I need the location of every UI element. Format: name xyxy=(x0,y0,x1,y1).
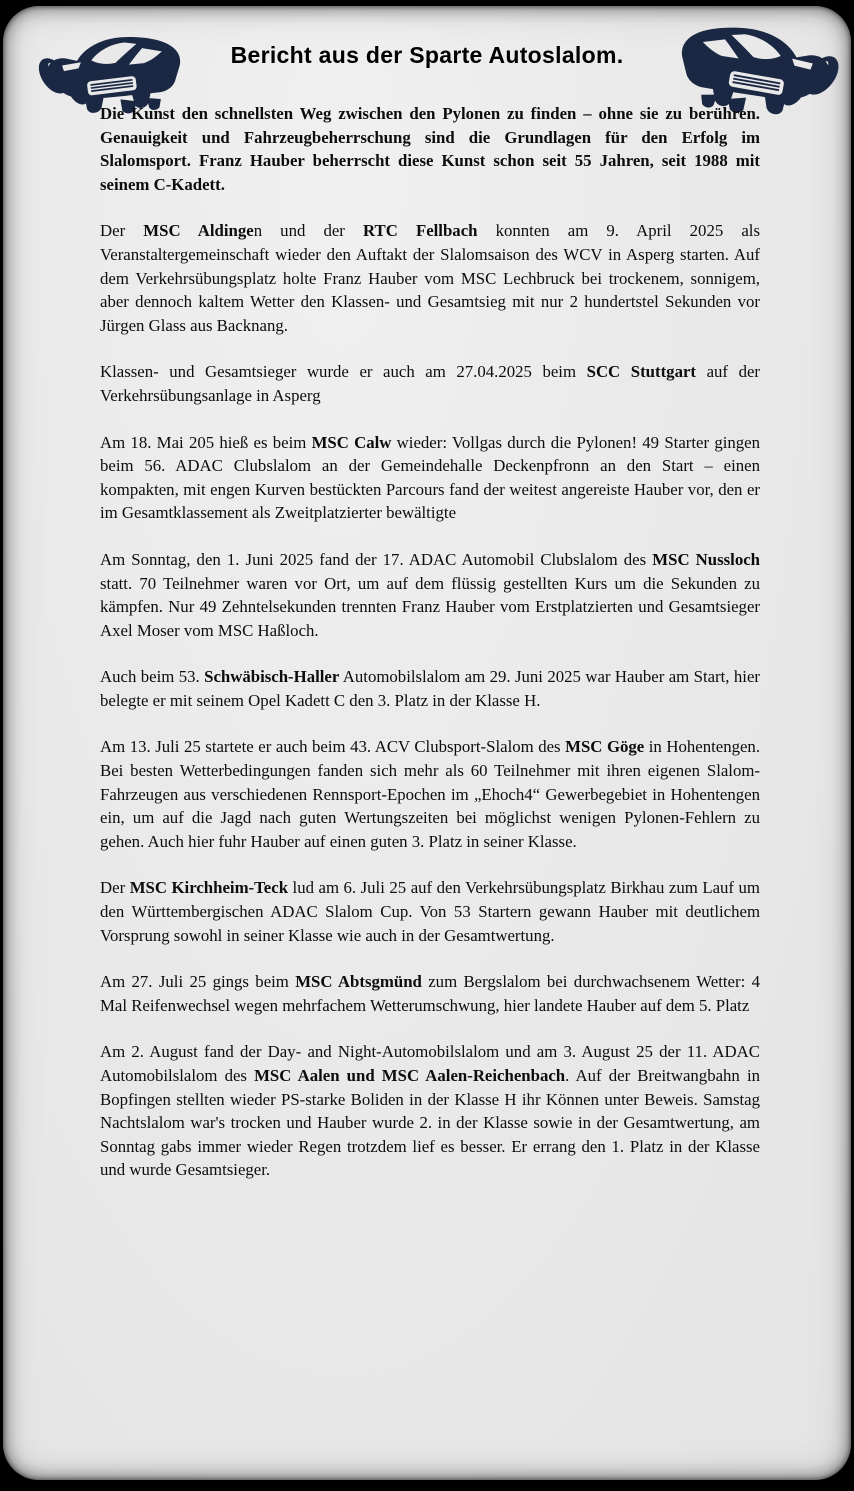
paragraph-segment: in Hohentengen. Bei besten Wetterbedingungen fanden sich mehr als 60 Teilnehmer mit ihren eigenen Slalom-Fahrzeugen aus verschiedenen Rennsport-Epochen im „Ehoch4“ Gewerbegebiet in Hohentengen ein, um auf die Jagd nach guten Wertungszeiten bei möglichst wenigen Pylonen-Fehlern zu gehen. Auch hier fuhr Hauber auf einen guten 3. Platz in seiner Klasse. xyxy=(100,737,761,851)
paragraph-bold-segment: MSC Kirchheim-Teck xyxy=(129,878,289,898)
paragraph xyxy=(100,970,760,1017)
paragraph-segment: wieder: Vollgas durch die Pylonen! 49 Starter gingen beim 56. ADAC Clubslalom an der Gemeindehalle Deckenpfronn an den Start – einen kompakten, mit engen Kurven bestückten Parcours fand der weitest angereiste Hauber vor, den er im Gesamtklassement als Zweitplatzierter bewältigte xyxy=(100,432,760,523)
paragraph-segment: Am 13. Juli 25 startete er auch beim 43. ACV Clubsport-Slalom des xyxy=(100,737,566,757)
paragraph-segment: Der xyxy=(100,878,130,898)
paragraph-segment: . Auf der Breitwangbahn in Bopfingen stellten wieder PS-starke Boliden in der Klasse H ihr Können unter Beweis. Samstag Nachtslalom war's trocken und Hauber wurde 2. in der Klasse sowie in der Gesamtwertung, am Sonntag gabs immer wieder Regen trotzdem lief es besser. Er errang den 1. Platz in der Klasse und wurde Gesamtsieger. xyxy=(100,1066,760,1180)
paragraph-segment: Der xyxy=(100,221,144,241)
paragraph-bold-segment: MSC Nussloch xyxy=(652,549,760,569)
paragraph xyxy=(100,665,760,712)
paragraph-segment: Auch beim 53. xyxy=(100,667,205,687)
paragraph xyxy=(100,876,760,947)
paragraph-bold-segment: Schwäbisch-Haller xyxy=(204,667,340,687)
paragraph-segment: zum Bergslalom bei durchwachsenem Wetter: 4 Mal Reifenwechsel wegen mehrfachem Wetterumschwung, hier landete Hauber auf dem 5. Platz xyxy=(100,972,760,1015)
article-panel xyxy=(3,6,851,1480)
paragraph xyxy=(100,102,760,196)
paragraph-segment: Am 27. Juli 25 gings beim xyxy=(100,972,296,992)
paragraph-segment: Klassen- und Gesamtsieger wurde er auch am 27.04.2025 beim xyxy=(100,362,587,382)
paragraph xyxy=(100,735,760,853)
paragraph-bold-segment: MSC Aldinge xyxy=(143,221,254,241)
paragraph-bold-segment: MSC Göge xyxy=(565,737,645,757)
paragraph xyxy=(100,548,760,642)
paragraph-bold-segment: RTC Fellbach xyxy=(363,221,478,241)
paragraph-bold-segment: MSC Aalen und MSC Aalen-Reichenbach xyxy=(254,1066,566,1085)
paragraph-segment: lud am 6. Juli 25 auf den Verkehrsübungsplatz Birkhau zum Lauf um den Württembergischen ADAC Slalom Cup. Von 53 Startern gewann Hauber mit deutlichem Vorsprung sowohl in seiner Klasse wie auch in der Gesamtwertung. xyxy=(100,878,760,945)
paragraph-bold-segment: MSC Calw xyxy=(311,432,392,452)
paragraph xyxy=(100,431,760,525)
paragraph-segment: Automobilslalom am 29. Juni 2025 war Hauber am Start, hier belegte er mit seinem Opel Kadett C den 3. Platz in der Klasse H. xyxy=(100,667,761,710)
paragraph xyxy=(100,219,760,337)
paragraph-segment: Die Kunst den schnellsten Weg zwischen den Pylonen zu finden – ohne sie zu berühren. Genauigkeit und Fahrzeugbeherrschung sind die Grundlagen für den Erfolg im Slalomsport. Franz Hauber beherrscht diese Kunst schon seit 55 Jahren, seit 1988 mit seinem C-Kadett. xyxy=(100,104,760,194)
paragraph-bold-segment: MSC Abtsgmünd xyxy=(295,972,422,992)
paragraph-segment: Am 18. Mai 205 hieß es beim xyxy=(100,432,312,452)
paragraph-segment: n und der xyxy=(253,221,363,241)
paragraph-segment: Am Sonntag, den 1. Juni 2025 fand der 17. ADAC Automobil Clubslalom des xyxy=(100,549,653,569)
article-body xyxy=(100,102,760,1205)
paragraph-segment: auf der Verkehrsübungsanlage in Asperg xyxy=(100,362,761,405)
paragraph xyxy=(100,1040,760,1182)
paragraph-segment: statt. 70 Teilnehmer waren vor Ort, um auf dem flüssig gestellten Kurs um die Sekunden zu kämpfen. Nur 49 Zehntelsekunden trennten Franz Hauber vom Erstplatzierten und Gesamtsieger Axel Moser vom MSC Haßloch. xyxy=(100,573,760,640)
paragraph-bold-segment: SCC Stuttgart xyxy=(586,362,697,382)
paragraph-segment: konnten am 9. April 2025 als Veranstaltergemeinschaft wieder den Auftakt der Slalomsaison des WCV in Asperg starten. Auf dem Verkehrsübungsplatz holte Franz Hauber vom MSC Lechbruck bei trockenem, sonnigem, aber dennoch kaltem Wetter den Klassen- und Gesamtsieg mit nur 2 hundertstel Sekunden vor Jürgen Glass aus Backnang. xyxy=(100,221,760,335)
paragraph-segment: Am 2. August fand der Day- and Night-Automobilslalom und am 3. August 25 der 11. ADAC Automobilslalom des xyxy=(100,1042,760,1085)
page-title: Bericht aus der Sparte Autoslalom. xyxy=(230,42,624,68)
paragraph xyxy=(100,360,760,407)
